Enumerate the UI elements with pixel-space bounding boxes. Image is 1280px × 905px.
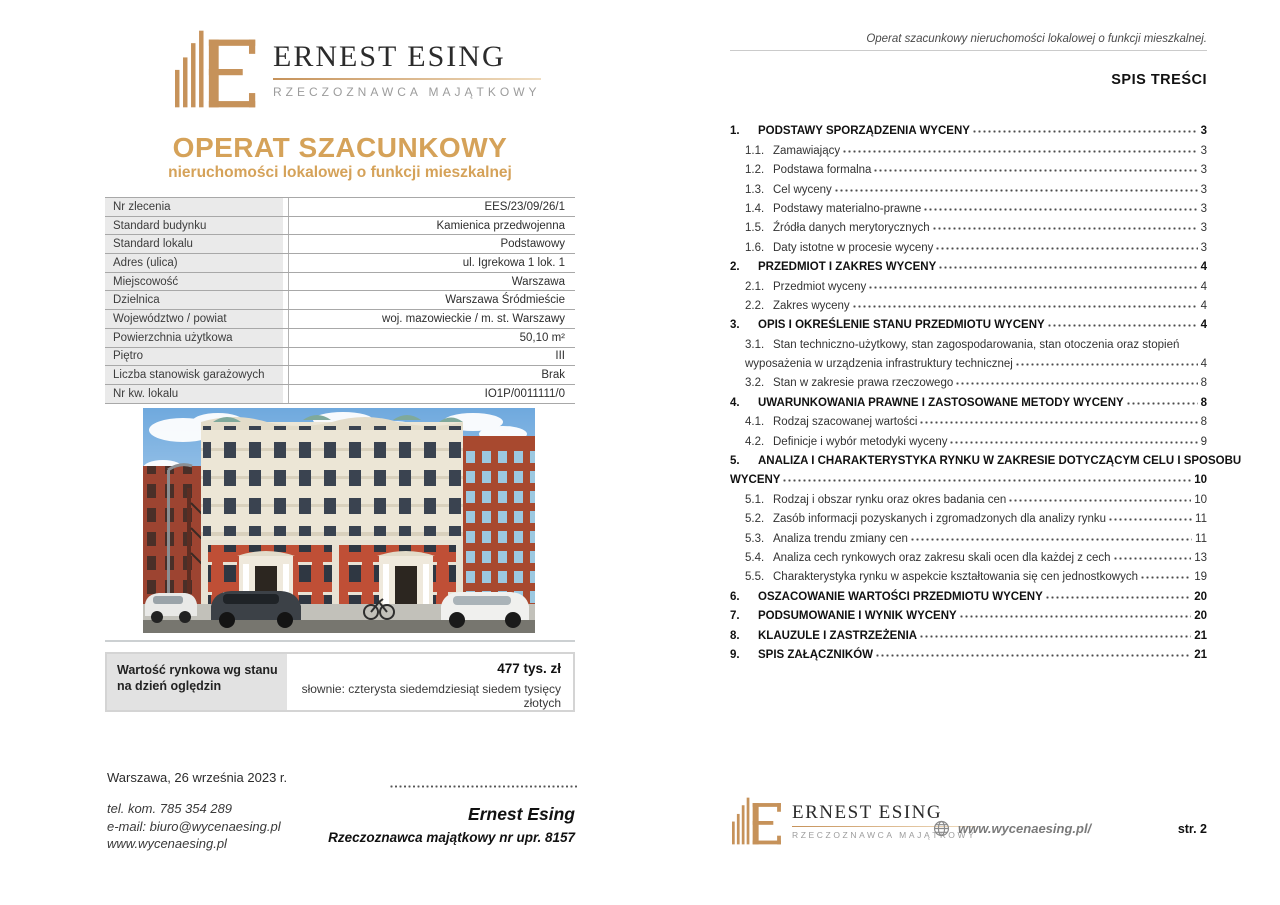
- toc-page-number: 3: [1200, 183, 1207, 196]
- toc-entry-number: 1.2.: [745, 164, 765, 177]
- toc-entry-number: 5.5.: [745, 571, 765, 584]
- toc-page-number: 8: [1200, 416, 1207, 429]
- toc-entry-label: Źródła danych merytorycznych: [773, 222, 930, 235]
- toc-entry: [730, 428, 1207, 447]
- toc-entry-label: Charakterystyka rynku w aspekcie kształtowania się cen jednostkowych: [773, 571, 1138, 584]
- company-logo: [175, 28, 541, 110]
- table-row: [105, 366, 575, 385]
- toc-entry-label: Podstawa formalna: [773, 164, 872, 177]
- toc-page-number: 8: [1200, 396, 1207, 409]
- logo-e-icon: [175, 28, 257, 110]
- toc-leader-dots: [1009, 498, 1191, 503]
- document-subtitle: nieruchomości lokalowej o funkcji mieszkalnej: [168, 164, 512, 181]
- toc-page-number: 3: [1200, 241, 1207, 254]
- toc-entry-label: SPIS ZAŁĄCZNIKÓW: [758, 648, 873, 661]
- toc-entry-label: Zasób informacji pozyskanych i zgromadzonych dla analizy rynku: [773, 513, 1107, 526]
- table-row-value: Warszawa Śródmieście: [445, 294, 565, 307]
- toc-entry: [730, 273, 1207, 292]
- toc-leader-dots: [920, 420, 1197, 425]
- toc-entry-number: 1.: [730, 125, 740, 138]
- toc-page-number: 13: [1194, 551, 1207, 564]
- toc-page-number: 10: [1194, 474, 1207, 487]
- toc-page-number: 4: [1200, 319, 1207, 332]
- toc-entry: [730, 370, 1207, 389]
- toc-entry-number: 1.5.: [745, 222, 765, 235]
- toc-entry: [730, 331, 1207, 350]
- toc-leader-dots: [939, 265, 1197, 270]
- market-value-box: [105, 652, 575, 712]
- table-row-label: Standard lokalu: [105, 235, 283, 253]
- table-row: [105, 348, 575, 367]
- toc-leader-dots: [1046, 595, 1191, 600]
- toc-entry: [730, 622, 1207, 641]
- toc-entry-label: Definicje i wybór metodyki wyceny: [773, 435, 948, 448]
- toc-leader-dots: [920, 634, 1191, 639]
- toc-page-number: 3: [1200, 164, 1207, 177]
- toc-entry-label: Cel wyceny: [773, 183, 832, 196]
- table-row: [105, 291, 575, 310]
- toc-entry-label: Rodzaj i obszar rynku oraz okres badania cen: [773, 493, 1007, 506]
- contact-phone: tel. kom. 785 354 289: [107, 801, 233, 816]
- toc-title: SPIS TREŚCI: [1111, 72, 1207, 88]
- table-row-label: Nr zlecenia: [105, 198, 283, 216]
- logo-rule: [273, 78, 541, 80]
- logo-tagline: RZECZOZNAWCA MAJĄTKOWY: [273, 84, 541, 99]
- toc-entry-number: 1.4.: [745, 202, 765, 215]
- table-row: [105, 329, 575, 348]
- toc-leader-dots: [1114, 556, 1192, 561]
- toc-entry-number: 8.: [730, 629, 740, 642]
- toc-leader-dots: [973, 129, 1198, 134]
- contact-website: www.wycenaesing.pl: [107, 836, 227, 851]
- toc-entry-label: Zamawiający: [773, 144, 841, 157]
- toc-leader-dots: [1127, 401, 1198, 406]
- toc-entry: [730, 137, 1207, 156]
- running-header: Operat szacunkowy nieruchomości lokalowej o funkcji mieszkalnej.: [866, 33, 1207, 45]
- toc-entry-label: Stan w zakresie prawa rzeczowego: [773, 377, 954, 390]
- table-row-label: Standard budynku: [105, 217, 283, 235]
- toc-page-number: 3: [1200, 202, 1207, 215]
- table-row-value: woj. mazowieckie / m. st. Warszawy: [382, 312, 565, 325]
- footer-logo-name: ERNEST ESING: [792, 801, 943, 823]
- toc-page-number: 8: [1200, 377, 1207, 390]
- toc-entry: [730, 486, 1207, 505]
- toc-entry-number: 4.2.: [745, 435, 765, 448]
- toc-page-number: 4: [1200, 261, 1207, 274]
- footer-website-url: www.wycenaesing.pl/: [958, 821, 1092, 836]
- toc-entry: [730, 234, 1207, 253]
- table-row-value: Brak: [541, 369, 565, 382]
- toc-entry-label: Daty istotne w procesie wyceny: [773, 241, 934, 254]
- toc-entry-label: Analiza cech rynkowych oraz zakresu skali ocen dla każdej z cech: [773, 551, 1111, 564]
- table-row: [105, 385, 575, 404]
- toc-entry-number: 4.1.: [745, 416, 765, 429]
- toc-entry-label: ANALIZA I CHARAKTERYSTYKA RYNKU W ZAKRESIE DOTYCZĄCYM CELU I SPOSOBU: [758, 455, 1242, 468]
- table-row-label: Miejscowość: [105, 273, 283, 291]
- header-rule: [730, 50, 1207, 51]
- toc-leader-dots: [853, 304, 1198, 309]
- toc-page-number: 20: [1194, 590, 1207, 603]
- toc-entry: [730, 254, 1207, 273]
- toc-page-number: 3: [1200, 125, 1207, 138]
- table-row: [105, 198, 575, 217]
- footer-logo-tagline: RZECZOZNAWCA MAJĄTKOWY: [792, 830, 977, 841]
- toc-leader-dots: [956, 381, 1197, 386]
- toc-page-number: 4: [1200, 280, 1207, 293]
- toc-entry: [730, 351, 1207, 370]
- toc-entry: [730, 409, 1207, 428]
- toc-leader-dots: [1048, 323, 1198, 328]
- toc-entry-label: OSZACOWANIE WARTOŚCI PRZEDMIOTU WYCENY: [758, 590, 1043, 603]
- contact-block: [107, 800, 281, 853]
- toc-entry: [730, 118, 1207, 137]
- toc-entry: [730, 157, 1207, 176]
- toc-page-number: 21: [1194, 629, 1207, 642]
- report-date: Warszawa, 26 września 2023 r.: [107, 770, 288, 785]
- table-row: [105, 235, 575, 254]
- toc-entry-number: 5.2.: [745, 513, 765, 526]
- toc-page-number: 21: [1194, 648, 1207, 661]
- toc-entry-label: Stan techniczno-użytkowy, stan zagospodarowania, stan otoczenia oraz stopień: [773, 338, 1180, 351]
- toc-entry: [730, 603, 1207, 622]
- contact-email: e-mail: biuro@wycenaesing.pl: [107, 818, 281, 834]
- toc-entry-number: 7.: [730, 610, 740, 623]
- table-row-label: Liczba stanowisk garażowych: [105, 366, 283, 384]
- toc-leader-dots: [960, 614, 1192, 619]
- table-row-value: ul. Igrekowa 1 lok. 1: [462, 256, 565, 269]
- market-value-words: słownie: czterysta siedemdziesiąt siedem tysięcy złotych: [301, 682, 561, 710]
- footer-logo-e-icon: [732, 796, 782, 846]
- toc-entry: [730, 467, 1207, 486]
- toc-entry-number: 1.1.: [745, 144, 765, 157]
- toc-leader-dots: [911, 537, 1192, 542]
- toc-leader-dots: [936, 246, 1197, 251]
- table-of-contents: [730, 118, 1242, 661]
- table-row-value: IO1P/0011111/0: [484, 387, 565, 400]
- market-value-label: Wartość rynkowa wg stanu na dzień oględzin: [107, 654, 287, 710]
- toc-entry-label: Rodzaj szacowanej wartości: [773, 416, 918, 429]
- toc-leader-dots: [783, 478, 1191, 483]
- document-title: OPERAT SZACUNKOWY: [172, 132, 508, 163]
- toc-entry-label: Przedmiot wyceny: [773, 280, 867, 293]
- table-row-label: Powierzchnia użytkowa: [105, 329, 283, 347]
- toc-entry-number: 1.6.: [745, 241, 765, 254]
- toc-leader-dots: [1141, 575, 1191, 580]
- toc-entry-label: KLAUZULE I ZASTRZEŻENIA: [758, 629, 918, 642]
- toc-entry-number: 1.3.: [745, 183, 765, 196]
- toc-entry-label: PRZEDMIOT I ZAKRES WYCENY: [758, 261, 937, 274]
- toc-entry-label: PODSTAWY SPORZĄDZENIA WYCENY: [758, 125, 970, 138]
- toc-leader-dots: [876, 653, 1191, 658]
- table-row-value: Kamienica przedwojenna: [436, 219, 565, 232]
- toc-entry: [730, 196, 1207, 215]
- table-row: [105, 254, 575, 273]
- toc-entry-number: 3.2.: [745, 377, 765, 390]
- toc-entry-number: 3.: [730, 319, 740, 332]
- toc-entry-label: UWARUNKOWANIA PRAWNE I ZASTOSOWANE METODY WYCENY: [758, 396, 1124, 409]
- signature-name: Ernest Esing: [468, 804, 575, 824]
- toc-leader-dots: [1109, 517, 1192, 522]
- toc-entry-label: OPIS I OKREŚLENIE STANU PRZEDMIOTU WYCENY: [758, 319, 1045, 332]
- toc-page-number: 3: [1200, 222, 1207, 235]
- toc-entry-number: 6.: [730, 590, 740, 603]
- logo-name: ERNEST ESING: [273, 39, 506, 73]
- table-row: [105, 273, 575, 292]
- toc-entry-number: 5.4.: [745, 551, 765, 564]
- table-row-value: 50,10 m²: [519, 331, 565, 344]
- toc-entry-number: 5.: [730, 455, 740, 468]
- toc-leader-dots: [1016, 362, 1198, 367]
- toc-entry: [730, 545, 1207, 564]
- table-row-value: Warszawa: [511, 275, 565, 288]
- market-value-amount: 477 tys. zł: [497, 661, 561, 676]
- toc-entry: [730, 564, 1207, 583]
- property-photo: [143, 408, 535, 633]
- toc-entry: [730, 506, 1207, 525]
- toc-entry-number: 5.1.: [745, 493, 765, 506]
- toc-entry: [730, 583, 1207, 602]
- toc-entry: [730, 642, 1207, 661]
- footer-website: [933, 820, 1091, 837]
- signature-title: Rzeczoznawca majątkowy nr upr. 8157: [328, 830, 575, 845]
- toc-leader-dots: [843, 149, 1197, 154]
- toc-entry: [730, 525, 1207, 544]
- table-row-label: Dzielnica: [105, 291, 283, 309]
- table-row-label: Adres (ulica): [105, 254, 283, 272]
- toc-entry: [730, 176, 1207, 195]
- toc-leader-dots: [869, 285, 1197, 290]
- toc-entry-number: 2.1.: [745, 280, 765, 293]
- toc-entry-label: Podstawy materialno-prawne: [773, 202, 922, 215]
- toc-entry: [730, 215, 1207, 234]
- toc-page-number: 3: [1200, 144, 1207, 157]
- table-row: [105, 310, 575, 329]
- toc-entry: [730, 312, 1207, 331]
- globe-icon: [933, 820, 950, 837]
- toc-page-number: 9: [1200, 435, 1207, 448]
- toc-leader-dots: [933, 226, 1198, 231]
- toc-entry: [730, 293, 1207, 312]
- toc-page-number: 11: [1195, 513, 1207, 526]
- toc-entry: [730, 448, 1242, 468]
- table-row-value: EES/23/09/26/1: [484, 200, 565, 213]
- toc-page-number: 4: [1200, 358, 1207, 371]
- toc-entry-number: 4.: [730, 396, 740, 409]
- toc-entry-label-continued: wyposażenia w urządzenia infrastruktury technicznej: [745, 358, 1013, 371]
- toc-entry-number: 9.: [730, 648, 740, 661]
- property-table: [105, 197, 575, 404]
- table-row-label: Piętro: [105, 348, 283, 366]
- toc-entry-number: 2.: [730, 261, 740, 274]
- table-row-value: Podstawowy: [500, 238, 565, 251]
- toc-leader-dots: [835, 188, 1198, 193]
- toc-leader-dots: [874, 168, 1197, 173]
- signature-dotted-line: [390, 784, 578, 789]
- toc-entry-number: 5.3.: [745, 532, 765, 545]
- table-row-label: Województwo / powiat: [105, 310, 283, 328]
- page-right: [730, 0, 1242, 905]
- toc-entry-label: PODSUMOWANIE I WYNIK WYCENY: [758, 610, 957, 623]
- toc-leader-dots: [950, 440, 1197, 445]
- toc-entry-label: Zakres wyceny: [773, 299, 850, 312]
- separator-line: [105, 640, 575, 642]
- toc-page-number: 20: [1194, 610, 1207, 623]
- table-row-label: Nr kw. lokalu: [105, 385, 283, 403]
- toc-leader-dots: [924, 207, 1197, 212]
- table-row: [105, 217, 575, 236]
- page-number: str. 2: [1177, 822, 1207, 836]
- toc-entry-label-continued: WYCENY: [730, 474, 781, 487]
- toc-page-number: 11: [1195, 532, 1207, 545]
- toc-entry-number: 2.2.: [745, 299, 765, 312]
- toc-page-number: 10: [1194, 493, 1207, 506]
- page-left: [105, 0, 575, 905]
- toc-entry: [730, 389, 1207, 408]
- toc-entry-label: Analiza trendu zmiany cen: [773, 532, 908, 545]
- toc-page-number: 19: [1194, 571, 1207, 584]
- table-row-value: III: [555, 350, 565, 363]
- toc-entry-number: 3.1.: [745, 338, 765, 351]
- toc-page-number: 4: [1200, 299, 1207, 312]
